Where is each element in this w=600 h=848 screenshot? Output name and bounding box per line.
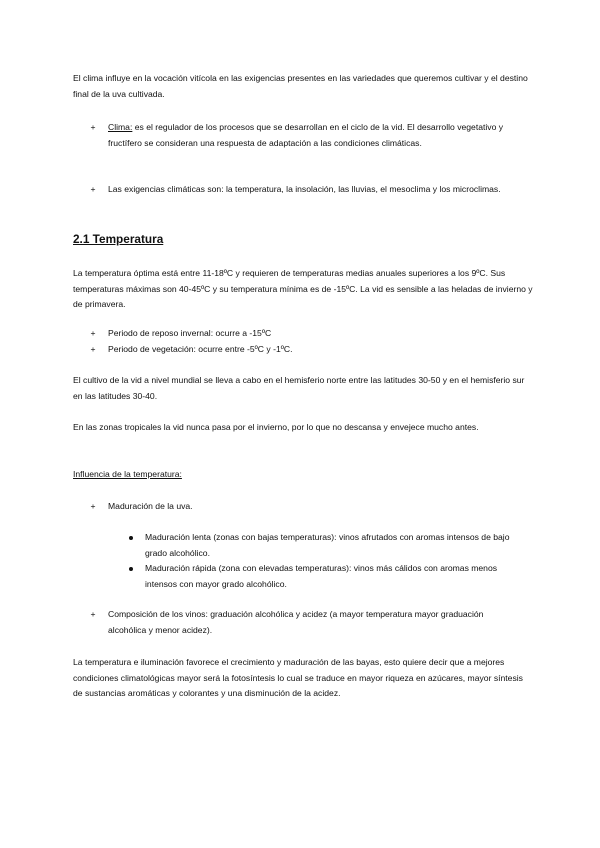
maduracion-text: Maduración de la uva. bbox=[108, 501, 193, 511]
period-text: Periodo de reposo invernal: ocurre a -15ºC bbox=[108, 328, 272, 338]
composicion-text: Composición de los vinos: graduación alcohólica y acidez (a mayor temperatura mayor graduación alcohólica y menor acidez). bbox=[108, 609, 484, 635]
closing-paragraph: La temperatura e iluminación favorece el crecimiento y maduración de las bayas, esto quiere decir que a mejores condiciones climatológicas mayor será la fotosíntesis lo cual se traduce en mayor riqueza en azúcares, mayor síntesis de sustancias aromáticas y colorantes y una disminución de la acidez. bbox=[73, 657, 523, 699]
dot-bullet-icon bbox=[129, 567, 133, 571]
temperature-paragraph: La temperatura óptima está entre 11-18ºC y requieren de temperaturas medias anuales superiores a los 9ºC. Sus temperaturas máximas son 40-45ºC y su temperatura mínima es de -15ºC. La vid es sensible a las heladas de invierno y de primavera. bbox=[73, 268, 533, 310]
dot-bullet-icon bbox=[129, 536, 133, 540]
exigencias-bullet-text: Las exigencias climáticas son: la temperatura, la insolación, las lluvias, el mesoclima y los microclimas. bbox=[108, 184, 501, 194]
maturation-text: Maduración lenta (zonas con bajas temperaturas): vinos afrutados con aromas intensos de bajo grado alcohólico. bbox=[145, 532, 510, 558]
clima-bullet-text bbox=[108, 120, 508, 151]
plus-bullet-icon: + bbox=[90, 609, 96, 619]
influence-heading: Influencia de la temperatura: bbox=[73, 469, 182, 479]
plus-bullet-icon: + bbox=[90, 184, 96, 194]
maturation-text: Maduración rápida (zona con elevadas temperaturas): vinos más cálidos con aromas menos intensos con mayor grado alcohólico. bbox=[145, 563, 498, 589]
tropical-paragraph: En las zonas tropicales la vid nunca pasa por el invierno, por lo que no descansa y envejece mucho antes. bbox=[73, 422, 479, 432]
plus-bullet-icon: + bbox=[90, 501, 96, 511]
period-text: Periodo de vegetación: ocurre entre -5ºC y -1ºC. bbox=[108, 344, 293, 354]
clima-definition: es el regulador de los procesos que se desarrollan en el ciclo de la vid. El desarrollo vegetativo y fructífero se consideran una respuesta de adaptación a las condiciones climáticas. bbox=[108, 122, 504, 148]
cultivo-paragraph: El cultivo de la vid a nivel mundial se lleva a cabo en el hemisferio norte entre las latitudes 30-50 y en el hemisferio sur en las latitudes 30-40. bbox=[73, 375, 525, 401]
plus-bullet-icon: + bbox=[90, 328, 96, 338]
section-heading: 2.1 Temperatura bbox=[73, 232, 164, 246]
clima-label: Clima: bbox=[108, 122, 133, 132]
intro-paragraph: El clima influye en la vocación vitícola en las exigencias presentes en las variedades que queremos cultivar y el destino final de la uva cultivada. bbox=[73, 73, 528, 99]
plus-bullet-icon: + bbox=[90, 344, 96, 354]
plus-bullet-icon: + bbox=[90, 122, 96, 132]
